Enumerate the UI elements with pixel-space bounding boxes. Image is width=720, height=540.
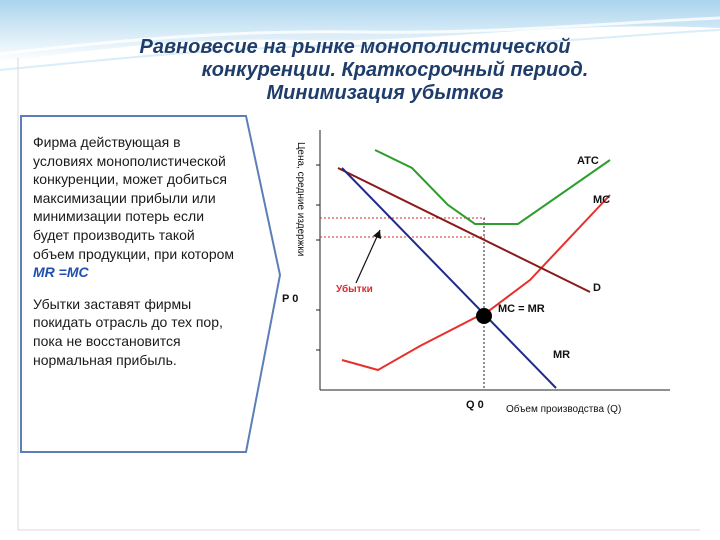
- y-axis-label: Цена, средние издержки: [295, 142, 306, 257]
- equilibrium-point: [476, 308, 492, 324]
- explanation-paragraph-2: Убытки заставят фирмы покидать отрасль до тех пор, пока не восстановится нормальная прибыль.: [33, 295, 223, 368]
- price-label: P 0: [282, 293, 299, 305]
- loss-label: Убытки: [336, 284, 373, 295]
- loss-arrow: [356, 230, 380, 283]
- x-axis-label: Объем производства (Q): [506, 404, 622, 415]
- demand-curve: [338, 168, 590, 292]
- atc-label: ATC: [577, 155, 599, 167]
- mr-curve: [342, 168, 556, 388]
- explanation-paragraph-1: [33, 133, 238, 282]
- explanation-text: [33, 133, 238, 382]
- slide-title: [0, 36, 720, 105]
- mr-mc-highlight: MR =MC: [33, 264, 89, 281]
- title-line-2: конкуренции. Краткосрочный период.: [201, 59, 589, 81]
- explanation-text-1: Фирма действующая в условиях монополистической конкуренции, может добиться максимизации прибыли или минимизации потерь если будет производить такой объем продукции, при котором: [33, 134, 235, 262]
- equilibrium-label: MC = MR: [498, 303, 545, 315]
- demand-label: D: [593, 282, 601, 294]
- mr-label: MR: [553, 349, 571, 361]
- title-line-3: Минимизация убытков: [266, 82, 504, 104]
- quantity-label: Q 0: [466, 399, 484, 411]
- monopolistic-competition-graph: [280, 120, 680, 420]
- atc-curve: [375, 150, 610, 224]
- explanation-arrow-card: [20, 115, 282, 453]
- title-line-1: Равновесие на рынке монополистической: [139, 36, 571, 58]
- mc-label: MC: [593, 194, 611, 206]
